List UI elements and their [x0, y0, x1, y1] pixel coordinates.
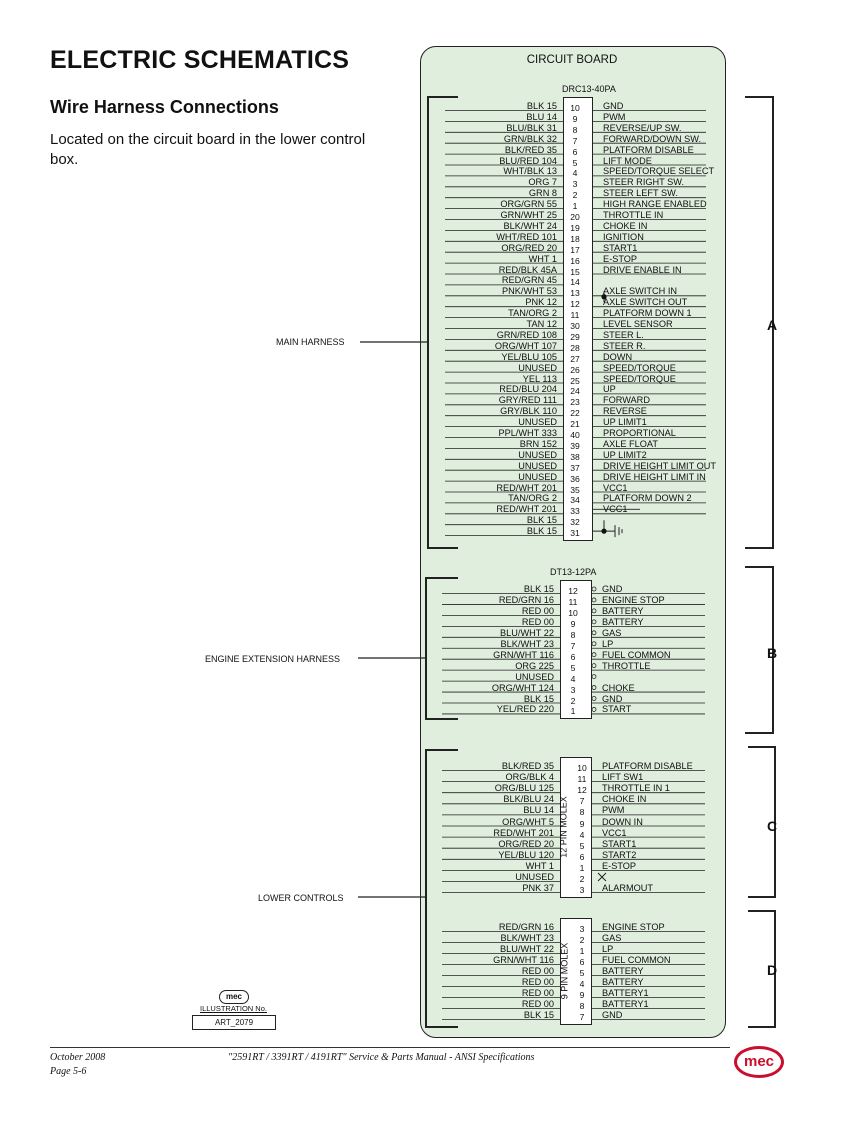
wire-label-a: UNUSED	[518, 417, 557, 428]
wire-label-a: BLK 15	[526, 515, 557, 526]
wire-label-b: RED 00	[521, 605, 554, 616]
wire-label-c: ORG/BLU 125	[494, 783, 554, 794]
pin-number-a: 8	[572, 124, 578, 135]
wire-label-a: BLU/RED 104	[499, 155, 557, 166]
function-label-b: GND	[602, 693, 623, 704]
function-label-a: SPEED/TORQUE SELECT	[603, 166, 715, 177]
function-label-a: LEVEL SENSOR	[603, 319, 673, 329]
wire-label-c: RED/WHT 201	[493, 827, 554, 838]
wire-label-b: RED/GRN 16	[498, 594, 554, 605]
pin-number-a: 24	[570, 386, 580, 397]
wire-label-a: PNK/WHT 53	[502, 286, 557, 297]
pin-number-a: 12	[570, 299, 580, 310]
function-label-d: ENGINE STOP	[602, 922, 665, 932]
function-label-a: IGNITION	[603, 231, 644, 242]
function-label-a: REVERSE	[603, 406, 647, 417]
pin-number-c: 8	[579, 807, 585, 818]
board-title: CIRCUIT BOARD	[526, 54, 618, 66]
function-label-b: BATTERY	[602, 616, 644, 627]
function-label-a: DRIVE ENABLE IN	[603, 264, 682, 275]
wire-label-a: UNUSED	[518, 460, 557, 471]
function-label-a: AXLE FLOAT	[603, 438, 658, 449]
wire-label-a: GRN/RED 108	[496, 329, 557, 340]
pin-number-b: 2	[570, 695, 576, 706]
pin-number-a: 23	[570, 397, 580, 408]
engine-harness-label: ENGINE EXTENSION HARNESS	[205, 654, 341, 664]
footer-date: October 2008	[50, 1052, 106, 1063]
function-label-c: CHOKE IN	[602, 794, 647, 805]
pin-number-d: 3	[579, 924, 585, 934]
pin-number-a: 38	[570, 451, 580, 462]
pin-number-a: 19	[570, 222, 580, 233]
section-letter-a: A	[767, 317, 778, 333]
pin-number-a: 34	[570, 495, 580, 506]
pin-number-a: 11	[570, 310, 580, 321]
wire-label-b: ORG 225	[515, 660, 554, 671]
function-label-a: GND	[603, 101, 624, 111]
function-label-d: LP	[602, 944, 614, 954]
wire-label-b: GRN/WHT 116	[493, 649, 554, 660]
pin-number-a: 1	[572, 201, 578, 212]
wire-label-c: YEL/BLU 120	[498, 849, 554, 860]
wire-label-a: PPL/WHT 333	[498, 428, 557, 438]
pin-number-a: 40	[570, 430, 580, 440]
function-label-a: UP LIMIT1	[603, 417, 647, 428]
function-label-b: GAS	[602, 627, 622, 638]
footer-page: Page 5-6	[50, 1066, 87, 1077]
wire-label-d: RED/GRN 16	[498, 922, 554, 932]
wire-label-b: BLK 15	[523, 584, 554, 594]
pin-number-c: 6	[579, 851, 585, 862]
pin-number-a: 29	[570, 331, 580, 342]
pin-number-a: 3	[572, 179, 578, 190]
function-label-a: PLATFORM DOWN 2	[603, 493, 692, 504]
pin-number-a: 10	[570, 103, 580, 113]
function-label-d: BATTERY	[602, 977, 644, 987]
wire-label-d: RED 00	[521, 988, 554, 998]
pin-number-c: 11	[577, 774, 587, 785]
socket-circle	[592, 697, 596, 701]
socket-circle	[592, 686, 596, 690]
wire-label-c: WHT 1	[525, 860, 554, 871]
section-letter-c: C	[767, 818, 778, 834]
function-label-a: DRIVE HEIGHT LIMIT OUT	[603, 460, 716, 471]
function-label-b: BATTERY	[602, 605, 644, 616]
wire-label-b: YEL/RED 220	[496, 704, 554, 715]
wire-label-a: TAN 12	[526, 319, 557, 329]
wire-label-a: RED/WHT 201	[496, 504, 557, 515]
pin-number-b: 10	[568, 607, 578, 618]
pin-number-a: 6	[572, 146, 578, 157]
pin-number-d: 6	[579, 957, 585, 967]
pin-number-b: 1	[570, 706, 576, 717]
function-label-a: PLATFORM DOWN 1	[603, 308, 692, 319]
function-label-a: DOWN	[603, 351, 633, 362]
main-harness-label: MAIN HARNESS	[276, 337, 345, 347]
page-title: ELECTRIC SCHEMATICS	[50, 46, 350, 74]
footer-rule	[50, 1047, 730, 1048]
pin-number-b: 4	[570, 673, 576, 684]
socket-circle	[592, 653, 596, 657]
function-label-c: THROTTLE IN 1	[602, 783, 670, 794]
pin-number-a: 14	[570, 277, 580, 288]
function-label-a: AXLE SWITCH OUT	[603, 297, 688, 308]
wire-label-a: BLU 14	[526, 111, 557, 122]
function-label-d: BATTERY	[602, 966, 644, 976]
pin-number-d: 1	[579, 946, 585, 956]
pin-number-c: 9	[579, 818, 585, 829]
connector-a-name: DRC13-40PA	[562, 84, 616, 94]
function-label-b: CHOKE	[602, 682, 635, 693]
function-label-b: FUEL COMMON	[602, 649, 671, 660]
function-label-a: HIGH RANGE ENABLED	[603, 199, 707, 210]
function-label-b: ENGINE STOP	[602, 594, 665, 605]
wire-label-c: PNK 37	[522, 883, 554, 894]
function-label-c: ALARMOUT	[602, 883, 654, 894]
function-label-d: BATTERY1	[602, 988, 649, 998]
wire-label-c: BLK/BLU 24	[503, 794, 554, 805]
pin-number-a: 17	[570, 244, 580, 255]
wire-label-b: RED 00	[521, 616, 554, 627]
wire-label-d: BLU/WHT 22	[500, 944, 554, 954]
wire-label-a: BLK/WHT 24	[503, 220, 557, 231]
lower-controls-label: LOWER CONTROLS	[258, 893, 344, 903]
function-label-a: STEER L.	[603, 329, 644, 340]
function-label-d: FUEL COMMON	[602, 955, 671, 965]
wire-label-a: GRY/RED 111	[498, 395, 557, 406]
socket-circle	[592, 587, 596, 591]
pin-number-b: 9	[570, 618, 576, 629]
function-label-a: FORWARD	[603, 395, 650, 406]
pin-number-a: 30	[570, 321, 580, 331]
wire-label-d: BLK 15	[523, 1010, 554, 1020]
wire-label-a: RED/BLK 45A	[498, 264, 557, 275]
pin-number-a: 25	[570, 375, 580, 386]
wire-label-c: ORG/BLK 4	[505, 772, 554, 783]
pin-number-c: 2	[579, 874, 585, 884]
wire-label-d: RED 00	[521, 966, 554, 976]
socket-circle	[592, 642, 596, 646]
description-text: Located on the circuit board in the lower control box.	[50, 131, 366, 168]
wire-label-a: ORG/WHT 107	[494, 340, 557, 351]
function-label-d: GND	[602, 1010, 623, 1020]
pin-number-d: 4	[579, 979, 585, 989]
function-label-a: DRIVE HEIGHT LIMIT IN	[603, 471, 706, 482]
pin-number-c: 7	[579, 796, 585, 807]
pin-number-a: 21	[570, 419, 580, 430]
pin-number-a: 36	[570, 473, 580, 484]
pin-number-a: 4	[572, 168, 578, 179]
section-subtitle: Wire Harness Connections	[50, 97, 279, 117]
pin-number-b: 3	[570, 684, 576, 695]
wire-label-a: GRN/BLK 32	[503, 133, 557, 144]
function-label-a: UP	[603, 384, 616, 395]
wire-label-a: BLK 15	[526, 101, 557, 111]
wire-label-a: PNK 12	[525, 297, 557, 308]
connector-c-name: 12 PIN MOLEX	[558, 795, 569, 858]
wire-label-a: BRN 152	[519, 438, 557, 449]
function-label-a: CHOKE IN	[603, 220, 648, 231]
pin-number-b: 6	[570, 651, 576, 662]
socket-circle	[592, 664, 596, 668]
wire-label-d: RED 00	[521, 977, 554, 987]
function-label-a: START1	[603, 242, 638, 253]
pin-number-b: 11	[568, 596, 578, 607]
pin-number-a: 28	[570, 342, 580, 353]
function-label-a: STEER LEFT SW.	[603, 188, 678, 199]
pin-number-c: 4	[579, 829, 585, 840]
function-label-a: PLATFORM DISABLE	[603, 144, 694, 155]
function-label-c: DOWN IN	[602, 816, 643, 827]
wire-label-a: BLK/RED 35	[504, 144, 557, 155]
pin-number-a: 33	[570, 506, 580, 517]
wire-label-a: GRN 8	[528, 188, 557, 199]
function-label-c: VCC1	[602, 827, 627, 838]
illustration-label: ILLUSTRATION No.	[200, 1004, 267, 1013]
footer-manual-title: "2591RT / 3391RT / 4191RT" Service & Parts Manual - ANSI Specifications	[228, 1052, 535, 1063]
wire-label-a: UNUSED	[518, 362, 557, 373]
wire-label-b: BLK 15	[523, 693, 554, 704]
pin-number-a: 5	[572, 157, 578, 168]
pin-number-a: 31	[570, 528, 580, 539]
pin-number-d: 8	[579, 1001, 585, 1011]
wire-label-a: BLK 15	[526, 526, 557, 537]
wire-label-d: GRN/WHT 116	[493, 955, 554, 965]
function-label-c: E-STOP	[602, 860, 637, 871]
function-label-a: FORWARD/DOWN SW.	[603, 133, 701, 144]
pin-number-a: 39	[570, 440, 580, 451]
wire-label-c: BLK/RED 35	[501, 761, 554, 771]
function-label-a: VCC1	[603, 482, 628, 493]
wire-label-b: BLK/WHT 23	[500, 638, 554, 649]
function-label-c: PWM	[602, 805, 625, 816]
function-label-a: PROPORTIONAL	[603, 428, 676, 438]
function-label-b: START	[602, 704, 632, 715]
connector-d-name: 9 PIN MOLEX	[559, 942, 569, 999]
function-label-c: START1	[602, 838, 637, 849]
wire-label-a: ORG/GRN 55	[500, 199, 557, 210]
pin-number-a: 37	[570, 462, 580, 473]
socket-circle	[592, 707, 596, 711]
ground-dot	[601, 529, 606, 534]
wire-label-a: GRY/BLK 110	[500, 406, 557, 417]
pin-number-a: 16	[570, 255, 580, 266]
wire-label-a: WHT 1	[528, 253, 557, 264]
pin-number-c: 10	[577, 763, 587, 773]
pin-number-a: 18	[570, 233, 580, 244]
connector-b-name: DT13-12PA	[550, 567, 597, 577]
wire-label-a: YEL/BLU 105	[501, 351, 557, 362]
function-label-b: THROTTLE	[602, 660, 651, 671]
pin-number-d: 7	[579, 1012, 585, 1022]
wire-label-c: BLU 14	[523, 805, 554, 816]
wire-label-a: ORG/RED 20	[501, 242, 557, 253]
function-label-a: VCC1	[603, 504, 628, 515]
function-label-b: GND	[602, 584, 623, 594]
wire-label-b: UNUSED	[515, 671, 554, 682]
function-label-a: SPEED/TORQUE	[603, 362, 676, 373]
pin-number-b: 8	[570, 629, 576, 640]
section-letter-b: B	[767, 645, 778, 661]
pin-number-a: 13	[570, 288, 580, 299]
wire-label-b: ORG/WHT 124	[491, 682, 554, 693]
pin-number-c: 12	[577, 785, 587, 796]
function-label-c: PLATFORM DISABLE	[602, 761, 693, 771]
wire-label-a: RED/BLU 204	[499, 384, 557, 395]
function-label-a: SPEED/TORQUE	[603, 373, 676, 384]
wire-label-a: ORG 7	[528, 177, 557, 188]
wire-label-a: GRN/WHT 25	[500, 210, 557, 220]
wire-label-a: TAN/ORG 2	[508, 308, 557, 319]
pin-number-a: 35	[570, 484, 580, 495]
socket-circle	[592, 598, 596, 602]
wire-label-a: WHT/RED 101	[496, 231, 557, 242]
pin-number-a: 20	[570, 212, 580, 222]
wire-label-a: UNUSED	[518, 449, 557, 460]
pin-number-a: 7	[572, 135, 578, 146]
wire-label-a: WHT/BLK 13	[503, 166, 557, 177]
pin-number-b: 7	[570, 640, 576, 651]
function-label-d: GAS	[602, 933, 622, 943]
wire-label-c: UNUSED	[515, 872, 554, 882]
function-label-a: STEER RIGHT SW.	[603, 177, 684, 188]
wire-label-c: ORG/WHT 5	[502, 816, 554, 827]
wire-label-a: BLU/BLK 31	[506, 122, 557, 133]
socket-circle	[592, 675, 596, 679]
section-letter-d: D	[767, 962, 778, 978]
wire-label-b: BLU/WHT 22	[500, 627, 554, 638]
pin-number-c: 5	[579, 840, 585, 851]
function-label-a: AXLE SWITCH IN	[603, 286, 678, 297]
pin-number-a: 32	[570, 517, 580, 528]
pin-number-d: 5	[579, 968, 585, 978]
wire-label-a: UNUSED	[518, 471, 557, 482]
illustration-number: ART_2079	[192, 1015, 276, 1030]
socket-circle	[592, 620, 596, 624]
pin-number-a: 26	[570, 364, 580, 375]
function-label-a: STEER R.	[603, 340, 646, 351]
function-label-a: E-STOP	[603, 253, 638, 264]
function-label-a: THROTTLE IN	[603, 210, 664, 220]
illustration-logo: mec	[219, 990, 249, 1004]
pin-number-c: 1	[579, 862, 585, 873]
wire-label-a: RED/WHT 201	[496, 482, 557, 493]
wire-label-d: BLK/WHT 23	[500, 933, 554, 943]
function-label-a: UP LIMIT2	[603, 449, 647, 460]
pin-number-b: 12	[568, 586, 578, 596]
socket-circle	[592, 609, 596, 613]
wire-label-a: YEL 113	[522, 373, 557, 384]
socket-circle	[592, 631, 596, 635]
pin-number-a: 15	[570, 266, 580, 277]
function-label-d: BATTERY1	[602, 999, 649, 1009]
wire-label-c: ORG/RED 20	[498, 838, 554, 849]
function-label-a: LIFT MODE	[603, 155, 652, 166]
function-label-c: LIFT SW1	[602, 772, 644, 783]
pin-number-a: 27	[570, 353, 580, 364]
function-label-b: LP	[602, 638, 614, 649]
pin-number-c: 3	[579, 885, 585, 896]
function-label-a: PWM	[603, 111, 626, 122]
pin-number-a: 22	[570, 408, 580, 419]
pin-number-d: 2	[579, 935, 585, 945]
function-label-a: REVERSE/UP SW.	[603, 122, 682, 133]
wire-label-a: TAN/ORG 2	[508, 493, 557, 504]
pin-number-d: 9	[579, 990, 585, 1000]
wire-label-a: RED/GRN 45	[501, 275, 557, 286]
wire-label-d: RED 00	[521, 999, 554, 1009]
mec-logo: mec	[734, 1046, 784, 1078]
pin-number-b: 5	[570, 662, 576, 673]
pin-number-a: 2	[572, 190, 578, 201]
function-label-c: START2	[602, 849, 637, 860]
pin-number-a: 9	[572, 113, 578, 124]
